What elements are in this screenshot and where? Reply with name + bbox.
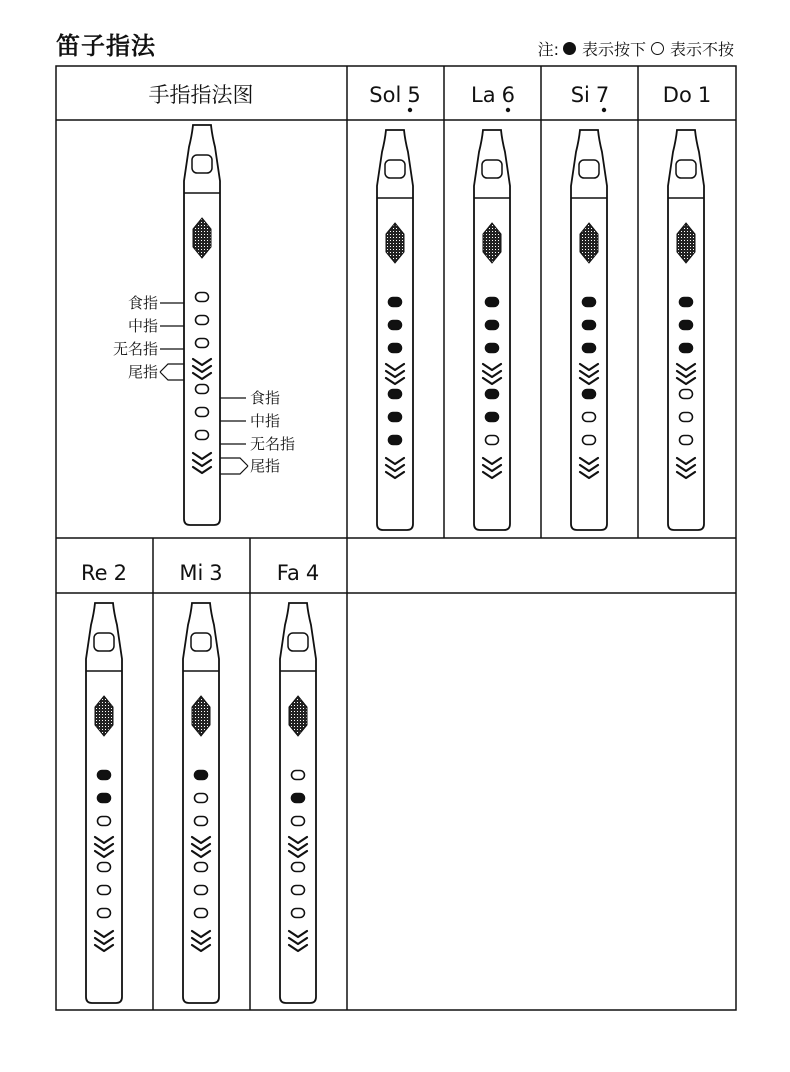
note-degree: 2 — [113, 561, 127, 585]
pressed-hole — [98, 771, 111, 780]
open-hole — [292, 909, 305, 918]
page-title: 笛子指法 — [56, 32, 156, 60]
upper-middle-label: 中指 — [127, 317, 158, 335]
pressed-hole — [195, 771, 208, 780]
pressed-hole — [583, 298, 596, 307]
open-hole — [98, 886, 111, 895]
open-hole — [98, 909, 111, 918]
note-header-si — [571, 83, 610, 107]
flute-sol — [377, 130, 413, 530]
open-hole — [196, 293, 209, 302]
pressed-hole — [389, 390, 402, 399]
upper-ring-label: 无名指 — [112, 340, 158, 358]
pressed-hole — [389, 436, 402, 445]
pressed-hole — [583, 321, 596, 330]
note-degree: 4 — [305, 561, 320, 585]
flute-do — [668, 130, 704, 530]
note-header-re — [81, 561, 127, 585]
pressed-hole — [680, 321, 693, 330]
open-hole — [195, 909, 208, 918]
note-name: Re — [81, 561, 108, 585]
lower-pinky-label: 尾指 — [250, 457, 281, 475]
open-hole — [195, 886, 208, 895]
note-degree: 3 — [209, 561, 223, 585]
flute-re — [86, 603, 122, 1003]
note-degree: 7 — [595, 83, 610, 107]
mouthpiece-window — [191, 633, 211, 651]
pressed-hole — [389, 321, 402, 330]
note-header-mi — [179, 561, 222, 585]
open-hole — [486, 436, 499, 445]
note-name: Sol — [369, 83, 402, 107]
pressed-hole — [486, 344, 499, 353]
open-hole — [98, 863, 111, 872]
open-hole — [680, 413, 693, 422]
lower-ring-label: 无名指 — [250, 435, 296, 453]
open-hole — [196, 385, 209, 394]
note-degree: 1 — [697, 83, 712, 107]
note-name: Si — [570, 83, 590, 107]
open-hole — [196, 339, 209, 348]
pressed-hole — [486, 298, 499, 307]
open-hole — [196, 316, 209, 325]
pressed-hole — [389, 298, 402, 307]
open-hole — [195, 863, 208, 872]
open-hole — [196, 408, 209, 417]
open-hole — [195, 794, 208, 803]
note-degree: 6 — [501, 83, 515, 107]
lower-index-label: 食指 — [250, 389, 281, 407]
open-hole — [583, 413, 596, 422]
pressed-hole — [389, 413, 402, 422]
legend-open-text: 表示不按 — [669, 40, 734, 59]
upper-pinky-label: 尾指 — [127, 363, 158, 381]
pressed-hole — [486, 321, 499, 330]
low-octave-dot — [602, 108, 606, 112]
pressed-hole — [98, 794, 111, 803]
flute-si — [571, 130, 607, 530]
note-name: Mi — [179, 561, 204, 585]
upper-index-label: 食指 — [127, 294, 158, 312]
open-hole — [583, 436, 596, 445]
low-octave-dot — [408, 108, 412, 112]
note-header-do — [663, 83, 711, 107]
pressed-hole — [583, 344, 596, 353]
note-name: La — [471, 83, 496, 107]
note-header-fa — [277, 561, 319, 585]
open-hole — [292, 771, 305, 780]
open-hole — [196, 431, 209, 440]
pressed-hole — [486, 390, 499, 399]
note-name: Fa — [276, 561, 300, 585]
flute-mi — [183, 603, 219, 1003]
open-hole — [98, 817, 111, 826]
pressed-hole — [389, 344, 402, 353]
guide-flute — [184, 125, 220, 525]
mouthpiece-window — [676, 160, 696, 178]
flute-la — [474, 130, 510, 530]
note-degree: 5 — [407, 83, 421, 107]
note-header-la — [471, 83, 515, 107]
mouthpiece-window — [192, 155, 212, 173]
legend-prefix: 注: — [537, 40, 559, 59]
open-hole — [680, 390, 693, 399]
note-header-sol — [369, 83, 420, 107]
flute-fa — [280, 603, 316, 1003]
open-hole — [292, 817, 305, 826]
pressed-hole — [292, 794, 305, 803]
pressed-hole — [680, 298, 693, 307]
open-hole — [680, 436, 693, 445]
open-hole — [292, 886, 305, 895]
open-hole — [195, 817, 208, 826]
pressed-hole — [486, 413, 499, 422]
lower-middle-label: 中指 — [250, 412, 281, 430]
mouthpiece-window — [288, 633, 308, 651]
mouthpiece-window — [579, 160, 599, 178]
mouthpiece-window — [385, 160, 405, 178]
mouthpiece-window — [482, 160, 502, 178]
mouthpiece-window — [94, 633, 114, 651]
low-octave-dot — [506, 108, 510, 112]
guide-header: 手指指法图 — [148, 83, 254, 107]
note-name: Do — [662, 83, 692, 107]
legend-pressed-text: 表示按下 — [581, 40, 646, 59]
pressed-hole — [680, 344, 693, 353]
open-hole — [292, 863, 305, 872]
pressed-hole — [583, 390, 596, 399]
